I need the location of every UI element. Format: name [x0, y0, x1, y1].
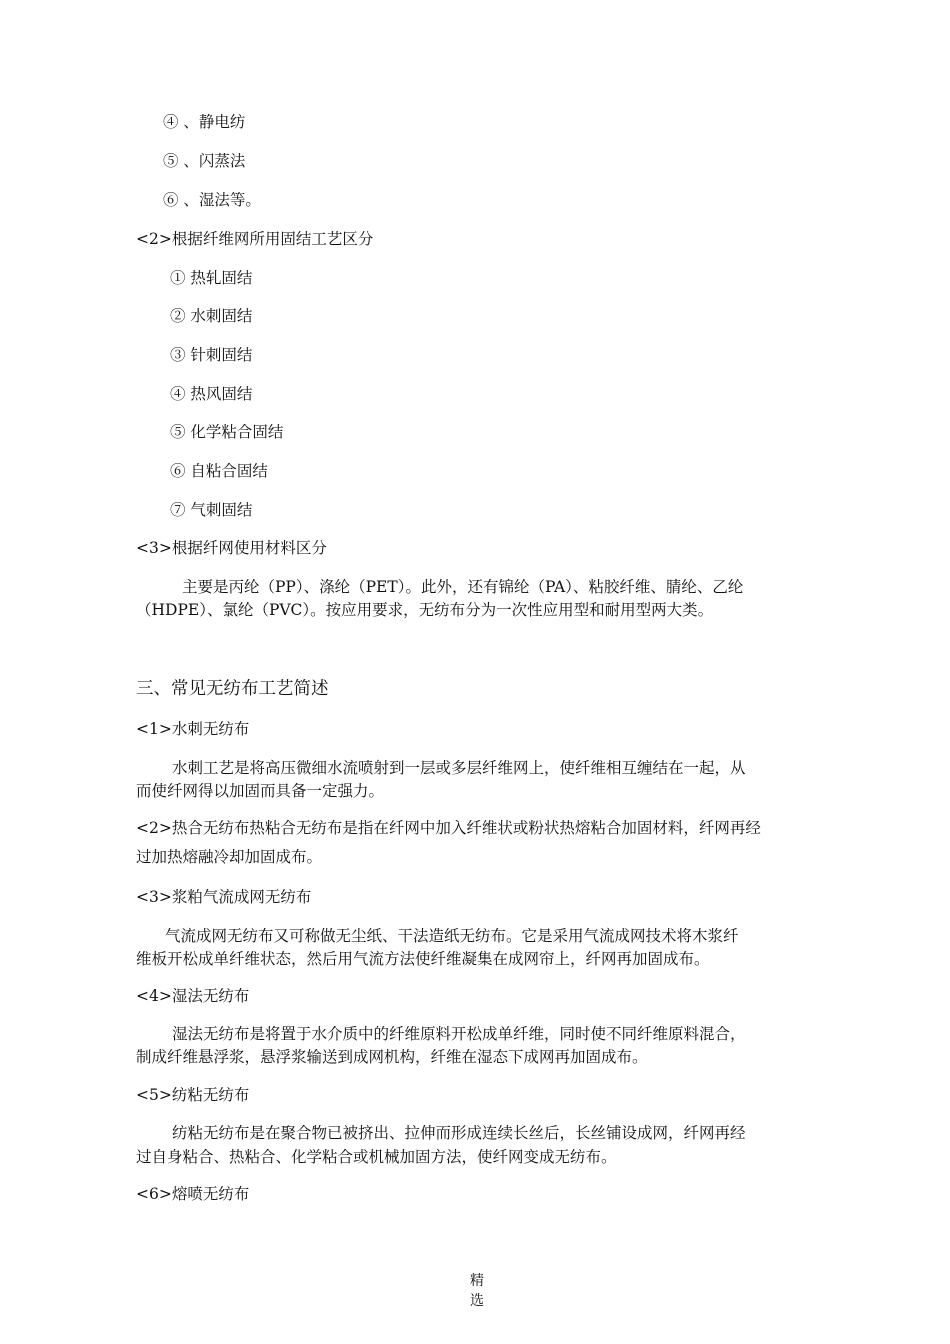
list-item: ⑦ 气刺固结: [170, 501, 253, 519]
subsection-title: <1>水刺无纺布: [136, 720, 250, 738]
section-title: <3>根据纤网使用材料区分: [136, 539, 327, 557]
list-item: ④ 热风固结: [170, 385, 253, 403]
paragraph-line: <2>热合无纺布热粘合无纺布是指在纤网中加入纤维状或粉状热熔粘合加固材料，纤网再经: [136, 819, 761, 837]
paragraph-line: 维板开松成单纤维状态，然后用气流方法使纤维凝集在成网帘上，纤网再加固成布。: [136, 950, 710, 968]
paragraph-line: 湿法无纺布是将置于水介质中的纤维原料开松成单纤维，同时使不同纤维原料混合，: [172, 1025, 746, 1043]
subsection-title: <5>纺粘无纺布: [136, 1086, 250, 1104]
list-item: ⑤ 化学粘合固结: [170, 423, 284, 441]
section-heading: 三、常见无纺布工艺简述: [136, 679, 329, 699]
paragraph-line: （HDPE）、氯纶（PVC）。按应用要求，无纺布分为一次性应用型和耐用型两大类。: [136, 601, 714, 619]
paragraph-line: 而使纤网得以加固而具备一定强力。: [136, 782, 385, 800]
paragraph-line: 气流成网无纺布又可称做无尘纸、干法造纸无纺布。它是采用气流成网技术将木浆纤: [165, 927, 739, 945]
list-item: ④ 、静电纺: [163, 113, 246, 131]
list-item: ⑥ 、湿法等。: [163, 191, 261, 209]
subsection-title: <3>浆粕气流成网无纺布: [136, 888, 312, 906]
subsection-title: <6>熔喷无纺布: [136, 1185, 250, 1203]
paragraph-line: 过加热熔融冷却加固成布。: [136, 848, 323, 866]
subsection-title: <4>湿法无纺布: [136, 987, 250, 1005]
list-item: ⑤ 、闪蒸法: [163, 152, 246, 170]
paragraph-line: 纺粘无纺布是在聚合物已被挤出、拉伸而形成连续长丝后，长丝铺设成网，纤网再经: [172, 1124, 746, 1142]
list-item: ③ 针刺固结: [170, 346, 253, 364]
paragraph-line: 制成纤维悬浮浆，悬浮浆输送到成网机构，纤维在湿态下成网再加固成布。: [136, 1048, 648, 1066]
paragraph-line: 过自身粘合、热粘合、化学粘合或机械加固方法，使纤网变成无纺布。: [136, 1148, 617, 1166]
paragraph-line: 水刺工艺是将高压微细水流喷射到一层或多层纤维网上，使纤维相互缠结在一起，从: [172, 759, 746, 777]
list-item: ① 热轧固结: [170, 269, 253, 287]
list-item: ② 水刺固结: [170, 307, 253, 325]
paragraph-line: 主要是丙纶（PP）、涤纶（PET）。此外，还有锦纶（PA）、粘胶纤维、腈纶、乙纶: [182, 578, 744, 596]
list-item: ⑥ 自粘合固结: [170, 462, 268, 480]
page-footer: 精选: [470, 1273, 484, 1309]
section-title: <2>根据纤维网所用固结工艺区分: [136, 230, 374, 248]
